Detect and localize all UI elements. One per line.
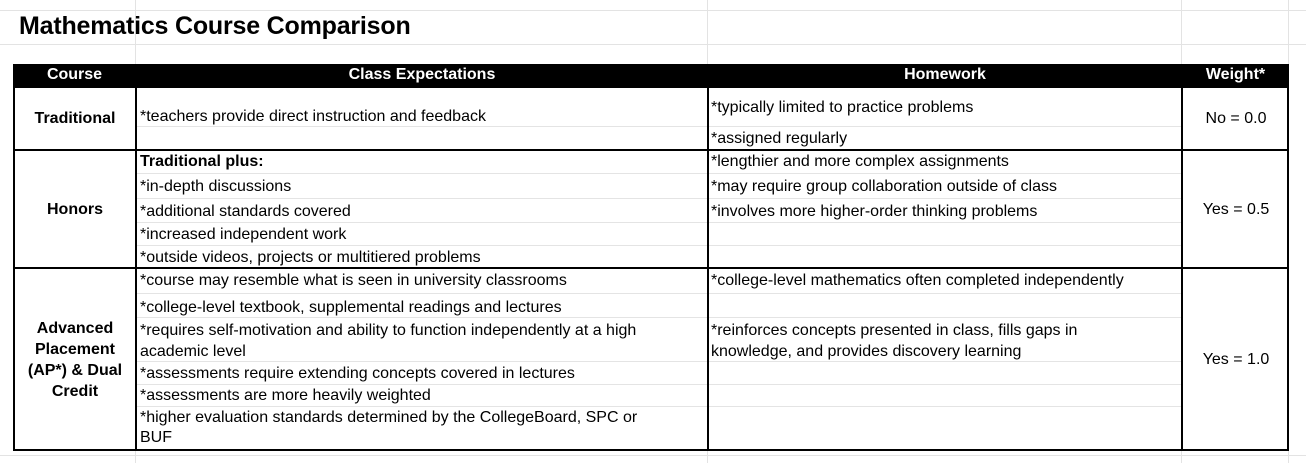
list-item[interactable]: *course may resemble what is seen in university classrooms xyxy=(140,272,567,289)
weight-honors[interactable]: Yes = 0.5 xyxy=(1202,201,1270,218)
list-item[interactable]: *in-depth discussions xyxy=(140,178,292,195)
course-traditional[interactable]: Traditional xyxy=(34,110,116,127)
list-item[interactable]: *increased independent work xyxy=(140,226,347,243)
header-course[interactable]: Course xyxy=(46,66,103,83)
list-item[interactable]: *college-level textbook, supplemental readings and lectures xyxy=(140,299,562,316)
course-ap-line[interactable]: (AP*) & Dual xyxy=(27,362,123,379)
header-weight[interactable]: Weight* xyxy=(1205,66,1266,83)
list-item[interactable]: *assessments are more heavily weighted xyxy=(140,387,431,404)
course-ap-line[interactable]: Advanced xyxy=(36,320,114,337)
course-ap-line[interactable]: Credit xyxy=(51,383,99,400)
list-item[interactable]: *involves more higher-order thinking problems xyxy=(711,203,1038,220)
list-item[interactable]: *requires self-motivation and ability to function independently at a high xyxy=(140,322,637,339)
weight-traditional[interactable]: No = 0.0 xyxy=(1205,110,1267,127)
row-divider xyxy=(13,267,1289,269)
list-item[interactable]: *teachers provide direct instruction and feedback xyxy=(140,108,486,125)
list-item[interactable]: *college-level mathematics often completed independently xyxy=(711,272,1124,289)
list-item[interactable]: *assigned regularly xyxy=(711,130,848,147)
list-item[interactable]: knowledge, and provides discovery learning xyxy=(711,343,1022,360)
list-item[interactable]: *may require group collaboration outside of class xyxy=(711,178,1057,195)
list-item[interactable]: *additional standards covered xyxy=(140,203,351,220)
list-item[interactable]: *typically limited to practice problems xyxy=(711,99,974,116)
list-item[interactable]: academic level xyxy=(140,343,246,360)
row-divider xyxy=(13,149,1289,151)
header-homework[interactable]: Homework xyxy=(904,66,986,83)
weight-ap[interactable]: Yes = 1.0 xyxy=(1202,351,1270,368)
list-item[interactable]: *assessments require extending concepts covered in lectures xyxy=(140,365,575,382)
list-item[interactable]: *higher evaluation standards determined by the CollegeBoard, SPC or xyxy=(140,409,638,426)
header-class-expectations[interactable]: Class Expectations xyxy=(348,66,496,83)
list-item[interactable]: *reinforces concepts presented in class, fills gaps in xyxy=(711,322,1078,339)
page-title: Mathematics Course Comparison xyxy=(19,12,411,40)
list-item[interactable]: BUF xyxy=(140,429,172,446)
course-ap-line[interactable]: Placement xyxy=(34,341,116,358)
comparison-table xyxy=(13,64,1289,451)
course-honors[interactable]: Honors xyxy=(47,201,103,218)
expectations-heading[interactable]: Traditional plus: xyxy=(140,153,264,170)
table-header-row xyxy=(13,64,1289,86)
list-item[interactable]: *lengthier and more complex assignments xyxy=(711,153,1009,170)
list-item[interactable]: *outside videos, projects or multitiered problems xyxy=(140,249,481,266)
